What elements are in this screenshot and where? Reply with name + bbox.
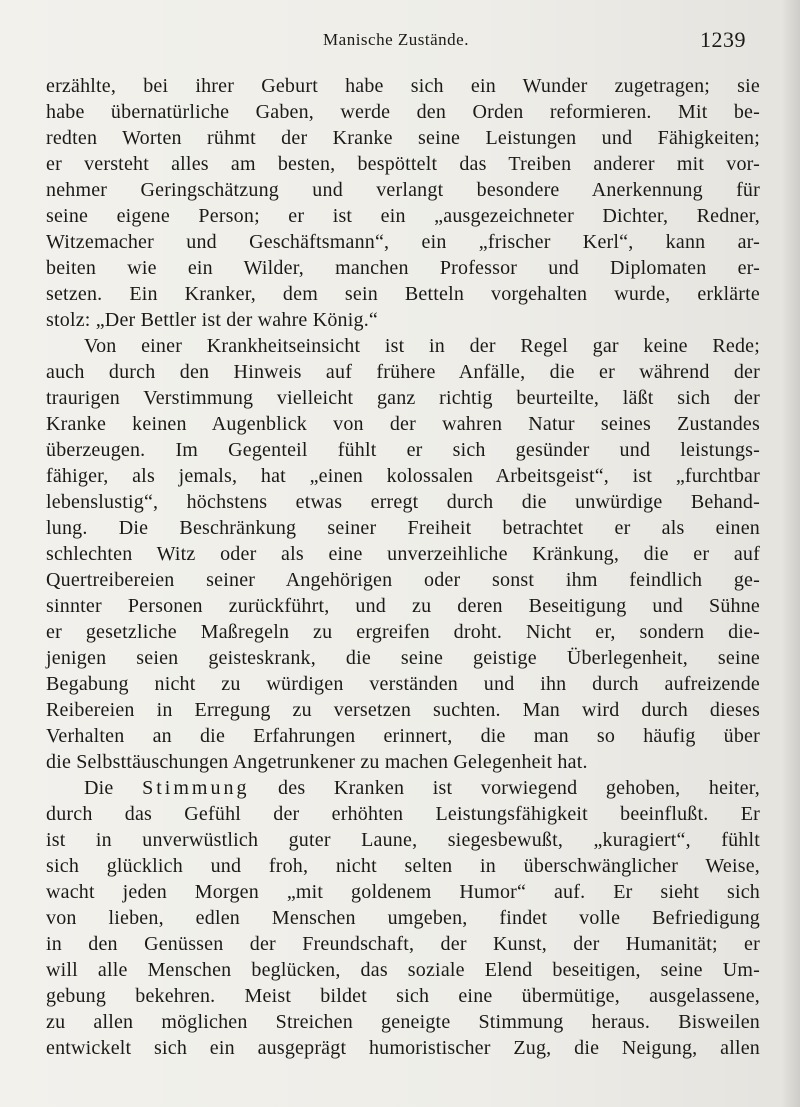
text-line: von lieben, edlen Menschen umgeben, findet volle Befriedigung [46,907,760,929]
text-line: jenigen seien geisteskrank, die seine geistige Überlegenheit, seine [46,647,760,669]
text-line: Von einer Krankheitseinsicht ist in der Regel gar keine Rede; [84,335,760,357]
text-line: überzeugen. Im Gegenteil fühlt er sich gesünder und leistungs- [46,439,760,461]
text-fragment: Die [84,777,143,799]
text-line: Verhalten an die Erfahrungen erinnert, die man so häufig über [46,725,760,747]
text-line: Witzemacher und Geschäftsmann“, ein „frischer Kerl“, kann ar- [46,231,760,253]
text-line: erzählte, bei ihrer Geburt habe sich ein Wunder zugetragen; sie [46,75,760,97]
spaced-term: Stimmung [142,777,250,799]
text-line: Begabung nicht zu würdigen verständen und ihn durch aufreizende [46,673,760,695]
text-line: er versteht alles am besten, bespöttelt das Treiben anderer mit vor- [46,153,760,175]
text-line: auch durch den Hinweis auf frühere Anfälle, die er während der [46,361,760,383]
running-title: Manische Zustände. [323,30,469,49]
text-line: setzen. Ein Kranker, dem sein Betteln vorgehalten wurde, erklärte [46,283,760,305]
text-line: stolz: „Der Bettler ist der wahre König.“ [46,309,378,331]
page-number: 1239 [700,27,746,52]
text-line: Kranke keinen Augenblick von der wahren Natur seines Zustandes [46,413,760,435]
text-line: die Selbsttäuschungen Angetrunkener zu machen Gelegenheit hat. [46,751,588,773]
text-line: will alle Menschen beglücken, das soziale Elend beseitigen, seine Um- [46,959,760,981]
text-line: habe übernatürliche Gaben, werde den Orden reformieren. Mit be- [46,101,760,123]
text-line: Quertreibereien seiner Angehörigen oder sonst ihm feindlich ge- [46,569,760,591]
text-line: er gesetzliche Maßregeln zu ergreifen droht. Nicht er, sondern die- [46,621,760,643]
text-line: in den Genüssen der Freundschaft, der Kunst, der Humanität; er [46,933,760,955]
text-line: beiten wie ein Wilder, manchen Professor und Diplomaten er- [46,257,760,279]
text-line: traurigen Verstimmung vielleicht ganz richtig beurteilte, läßt sich der [46,387,760,409]
text-line: nehmer Geringschätzung und verlangt besondere Anerkennung für [46,179,760,201]
text-line: gebung bekehren. Meist bildet sich eine übermütige, ausgelassene, [46,985,760,1007]
text-line: redten Worten rühmt der Kranke seine Leistungen und Fähigkeiten; [46,127,760,149]
body-text [46,73,760,1061]
text-fragment: des Kranken ist vorwiegend gehoben, heiter, [249,777,760,799]
text-line: zu allen möglichen Streichen geneigte Stimmung heraus. Bisweilen [46,1011,760,1033]
text-line: Reibereien in Erregung zu versetzen suchten. Man wird durch dieses [46,699,760,721]
text-line: entwickelt sich ein ausgeprägt humoristischer Zug, die Neigung, allen [46,1037,760,1059]
text-line: wacht jeden Morgen „mit goldenem Humor“ auf. Er sieht sich [46,881,760,903]
text-line: sinnter Personen zurückführt, und zu deren Beseitigung und Sühne [46,595,760,617]
text-line: lung. Die Beschränkung seiner Freiheit betrachtet er als einen [46,517,760,539]
text-line: ist in unverwüstlich guter Laune, siegesbewußt, „kuragiert“, fühlt [46,829,760,851]
text-line: fähiger, als jemals, hat „einen kolossalen Arbeitsgeist“, ist „furchtbar [46,465,760,487]
page-header [46,27,746,56]
text-line: lebenslustig“, höchstens etwas erregt durch die unwürdige Behand- [46,491,760,513]
text-line: seine eigene Person; er ist ein „ausgezeichneter Dichter, Redner, [46,205,760,227]
page-edge-shadow [782,0,800,1107]
text-line: sich glücklich und froh, nicht selten in überschwänglicher Weise, [46,855,760,877]
text-line: schlechten Witz oder als eine unverzeihliche Kränkung, die er auf [46,543,760,565]
text-line: durch das Gefühl der erhöhten Leistungsfähigkeit beeinflußt. Er [46,803,760,825]
text-line [46,775,760,801]
